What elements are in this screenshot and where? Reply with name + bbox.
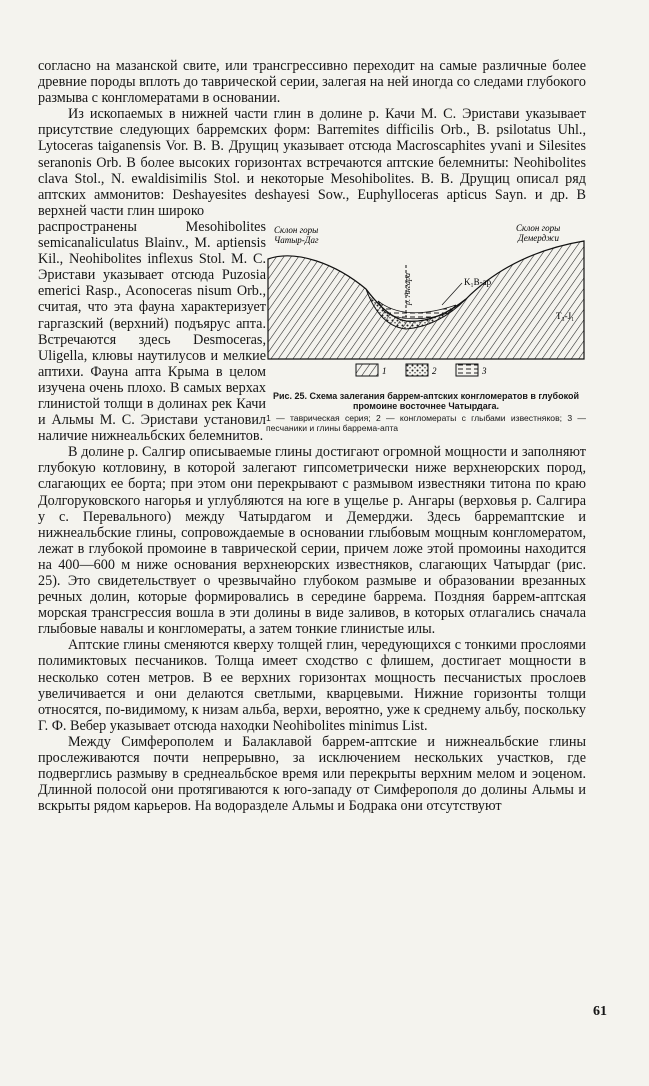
legend-swatch-3	[456, 364, 478, 376]
cross-section-diagram	[266, 219, 586, 389]
paragraph-1: согласно на мазанской свите, или трансгрессивно переходит на самые различные более древние породы вплоть до таврической серии, залегая на ней иногда со следами глубокого размыва с конгломератами в основании.	[38, 58, 586, 107]
legend-label-1: 1	[382, 365, 387, 376]
label-t3: T₃-J₁	[556, 310, 575, 321]
document-page	[38, 58, 586, 814]
paragraph-3: В долине р. Салгир описываемые глины достигают огромной мощности и заполняют глубокую котловину, в которой залегают гипсометрически ниже верхнеюрских пород, слагающих ее борта; при этом они перекрывают с размывом известняки титона по краю Долгоруковского нагорья и углубляются на юге в ущелье р. Ангары (верховья р. Салгира у с. Перевального) между Чатырдагом и Демерджи. Здесь барремаптские и нижнеальбские глины, сопровождаемые в основании глыбовым мощным конгломератом, лежат в глубокой промоине в таврической серии, причем ложе этой промоины находится на 400—600 м ниже основания верхнеюрских известняков, слагающих Чатырдаг (рис. 25). Это свидетельствует о чрезвычайно глубоком размыве и образовании врезанных речных долин, которые формировались в середине баррема. Поздняя баррем-аптская морская трансгрессия вошла в эти долины в виде заливов, в которых отлагались сначала глыбовые навалы и конгломераты, а затем тонкие глинистые илы.	[38, 444, 586, 638]
figure-caption-legend: 1 — таврическая серия; 2 — конгломераты с глыбами известняков; 3 — песчаники и глины баррема-апта	[266, 412, 586, 433]
paragraph-4: Аптские глины сменяются кверху толщей глин, чередующихся с тонкими прослоями полимиктовых песчаников. Толща имеет сходство с флишем, достигает мощности в несколько сотен метров. В ее верхних горизонтах мощность песчанистых прослоев увеличивается и они делаются светлыми, кварцевыми. Нижние горизонты толщи относятся, по-видимому, к низам альба, верхи, вероятно, уже к среднему альбу, поскольку Г. Ф. Вебер указывает отсюда находки Neohibolites minimus List.	[38, 637, 586, 734]
label-chatyrdag-line1: Склон горы	[274, 224, 319, 235]
figure-caption-title: Рис. 25. Схема залегания баррем-аптских конгломератов в глубокой промоине восточнее Чатырдага.	[272, 390, 580, 412]
label-k1: K₁B-ap	[464, 276, 492, 287]
paragraph-2: Из ископаемых в нижней части глин в долине р. Качи М. С. Эристави указывает присутствие следующих барремских форм: Barremites difficilis Orb., B. psilotatus Uhl., Lytoceras taiganensis Vor. В. В. Друщиц указывает отсюда Macroscaphites yvani и Silesites seranonis Orb. В более высоких горизонтах встречаются аптские белемниты: Neohibolites clava Stol., N. ewaldisimilis Stol. и некоторые Mesohibolites. В. В. Друщиц описал ряд аптских аммонитов: Deshayesites deshayesi Sow., Euphylloceras apticus Sayn. и др. В верхней части глин широко	[38, 106, 586, 219]
legend-label-3: 3	[482, 365, 487, 376]
paragraph-5: Между Симферополем и Балаклавой баррем-аптские и нижнеальбские глины прослеживаются почти непрерывно, за исключением нескольких участков, где подверглись размыву в среднеальбское время или перекрыты верхним мелом и эоценом. Длинной полосой они протягиваются к юго-западу от Симферополя до долины Альмы и вскрыты рядом карьеров. На водоразделе Альмы и Бодрака они отсутствуют	[38, 733, 586, 815]
label-river: р. Ангара	[403, 272, 412, 305]
label-demerdzhi-line2: Демерджи	[518, 232, 560, 243]
label-demerdzhi-line1: Склон горы	[516, 222, 561, 233]
legend-swatch-1	[356, 364, 378, 376]
label-chatyrdag-line2: Чатыр-Даг	[274, 234, 319, 245]
tauric-series-layer	[268, 241, 584, 359]
legend-swatch-2	[406, 364, 428, 376]
wrapped-section	[38, 219, 586, 444]
page-number: 61	[593, 1004, 607, 1019]
figure-25	[266, 219, 586, 433]
legend-label-2: 2	[432, 365, 437, 376]
paragraph-2-wrap: распространены Mesohibolites semicanaliculatus Blainv., M. aptiensis Kil., Neohibolites inflexus Stol. М. С. Эристави указывает отсюда Puzosia emerici Rasp., Aconoceras nisum Orb., считая, что эта фауна характеризует гаргазский (верхний) подъярус апта. Встречаются здесь Desmoceras, Uligella, клювы наутилусов и мелкие аптихи. Фауна апта Крыма в целом изучена очень плохо. В самых верхах глинистой толщи в долинах рек Качи и Альмы М. С. Эристави установил наличие нижнеальбских белемнитов.	[38, 218, 266, 445]
